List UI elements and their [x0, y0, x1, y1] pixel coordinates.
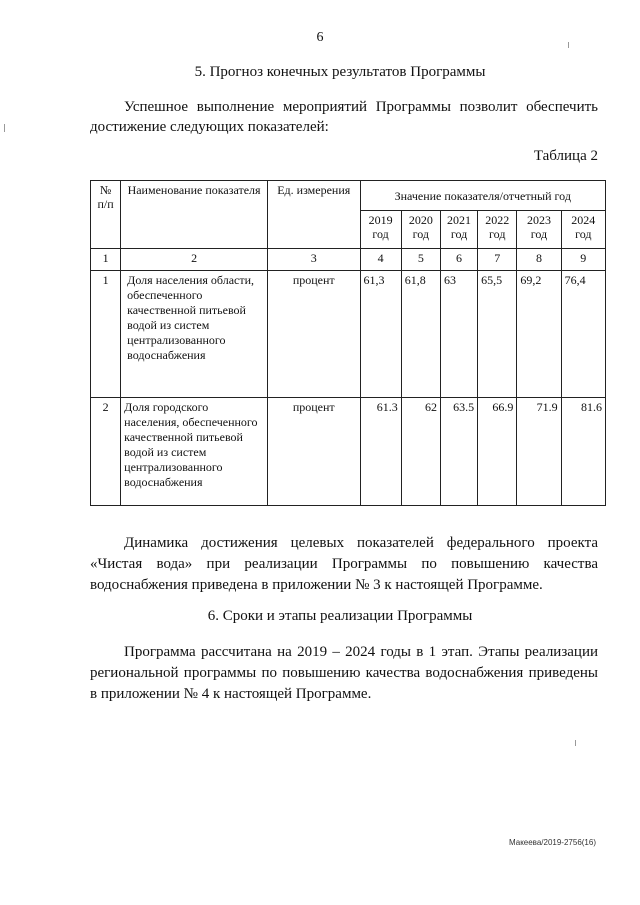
col-number-9: 9	[561, 249, 605, 271]
section-6-paragraph	[90, 642, 598, 705]
intro-line-1: Успешное выполнение мероприятий Программы позволит обеспечить	[124, 99, 598, 115]
row-2-num: 2	[91, 398, 121, 506]
col-number-1: 1	[91, 249, 121, 271]
table-caption: Таблица 2	[533, 148, 598, 164]
page-number: 6	[316, 30, 324, 45]
col-number-4: 4	[360, 249, 401, 271]
row-2-value-2021: 63.5	[440, 398, 477, 506]
section-6-title: 6. Сроки и этапы реализации Программы	[207, 608, 473, 624]
row-1-name: Доля населения области, обеспеченного качественной питьевой водой из систем централизованного водоснабжения	[121, 271, 268, 398]
header-year-2022: 2022 год	[478, 211, 517, 249]
col-number-7: 7	[478, 249, 517, 271]
scan-mark	[4, 124, 5, 132]
header-name: Наименование показателя	[121, 181, 268, 249]
header-num: № п/п	[91, 181, 121, 249]
col-number-5: 5	[401, 249, 440, 271]
row-2-unit: процент	[267, 398, 360, 506]
header-unit: Ед. измерения	[267, 181, 360, 249]
header-year-2024: 2024 год	[561, 211, 605, 249]
row-1-value-2022: 65,5	[478, 271, 517, 398]
header-year-2019: 2019 год	[360, 211, 401, 249]
indicators-table	[90, 180, 606, 506]
row-2-value-2020: 62	[401, 398, 440, 506]
dynamics-paragraph	[90, 533, 598, 596]
dynamics-line-3: водоснабжения приведена в приложении № 3 к настоящей Программе.	[90, 577, 543, 593]
col-number-6: 6	[440, 249, 477, 271]
row-2-value-2022: 66.9	[478, 398, 517, 506]
intro-line-2: достижение следующих показателей:	[90, 119, 329, 135]
section-6-line-2: региональной программы по повышению качества водоснабжения приведены	[90, 665, 598, 681]
row-1-value-2019: 61,3	[360, 271, 401, 398]
document-code: Макеева/2019-2756(16)	[508, 838, 596, 847]
section-6-line-3: в приложении № 4 к настоящей Программе.	[90, 686, 372, 702]
header-value-group: Значение показателя/отчетный год	[360, 181, 606, 211]
section-5-intro	[90, 97, 598, 137]
row-1-value-2024: 76,4	[561, 271, 605, 398]
table-row	[91, 398, 606, 506]
header-year-2021: 2021 год	[440, 211, 477, 249]
row-1-unit: процент	[267, 271, 360, 398]
dynamics-line-2: «Чистая вода» при реализации Программы по повышению качества	[90, 556, 598, 572]
header-row-1	[91, 181, 606, 211]
column-number-row	[91, 249, 606, 271]
section-6-line-1: Программа рассчитана на 2019 – 2024 годы в 1 этап. Этапы реализации	[124, 644, 598, 660]
row-2-value-2024: 81.6	[561, 398, 605, 506]
col-number-3: 3	[267, 249, 360, 271]
row-1-num: 1	[91, 271, 121, 398]
col-number-2: 2	[121, 249, 268, 271]
row-1-value-2023: 69,2	[517, 271, 561, 398]
header-year-2020: 2020 год	[401, 211, 440, 249]
row-1-value-2020: 61,8	[401, 271, 440, 398]
row-2-value-2019: 61.3	[360, 398, 401, 506]
row-1-value-2021: 63	[440, 271, 477, 398]
scan-mark	[568, 42, 569, 48]
section-5-title: 5. Прогноз конечных результатов Программы	[194, 64, 486, 80]
row-2-name: Доля городского населения, обеспеченного качественной питьевой водой из систем централизованного водоснабжения	[121, 398, 268, 506]
dynamics-line-1: Динамика достижения целевых показателей федерального проекта	[124, 535, 598, 551]
table-row	[91, 271, 606, 398]
col-number-8: 8	[517, 249, 561, 271]
header-year-2023: 2023 год	[517, 211, 561, 249]
scan-mark	[575, 740, 576, 746]
row-2-value-2023: 71.9	[517, 398, 561, 506]
